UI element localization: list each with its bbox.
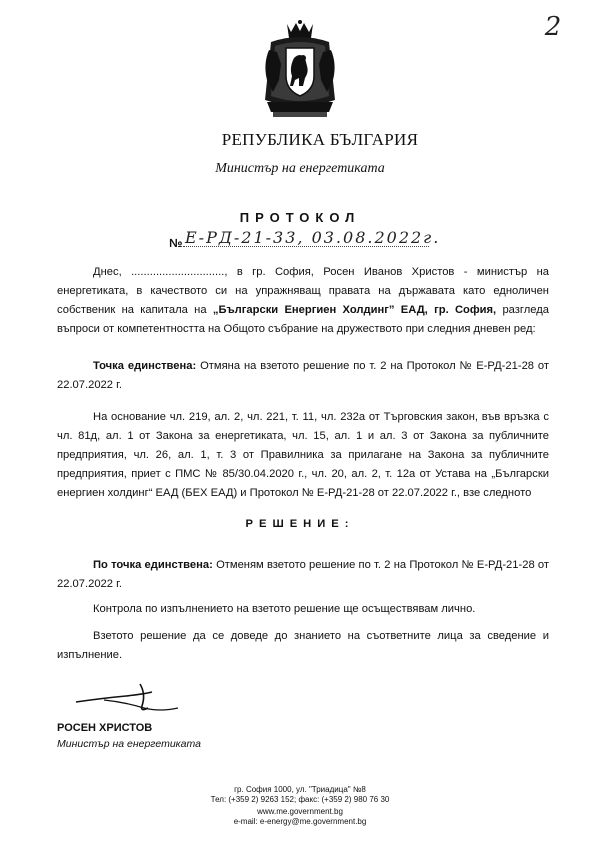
country-header: РЕПУБЛИКА БЪЛГАРИЯ	[221, 130, 419, 149]
footer-address: гр. София 1000, ул. "Триадица" №8	[234, 785, 366, 794]
footer-email: e-mail: e-energy@me.government.bg	[233, 817, 367, 826]
protocol-title: ПРОТОКОЛ	[239, 210, 361, 225]
intro-prefix: Днес,	[93, 266, 132, 278]
company-name: „Български Енергиен Холдинг” ЕАД, гр. София,	[212, 304, 497, 316]
intro-text-2: разгледа въпроси от компетентността на Общото събрание на дружеството при следния дневен ред:	[57, 304, 549, 335]
decision-label: По точка единствена:	[93, 559, 213, 571]
signature-icon	[74, 678, 184, 716]
agenda-text: Отмяна на взетото решение по т. 2 на Протокол № Е-РД-21-28 от 22.07.2022 г.	[57, 360, 549, 391]
legal-basis-paragraph: На основание чл. 219, ал. 2, чл. 221, т. 11, чл. 232а от Търговския закон, във връзка с чл. 81д, ал. 1 от Закона за енергетиката, чл. 15, ал. 1 и ал. 3 от Закона за публичните предприятия, чл. 26, ал. 1, т. 3 от Правилника за прилагане на Закона за публичните предприятия, приет с ПМС № 85/30.04.2020 г., чл. 20, ал. 2, т. 12а от Устава на „Български енергиен холдинг“ ЕАД (БЕХ ЕАД) и Протокол № Е-РД-21-28 от 22.07.2022 г., взе следното	[57, 411, 549, 499]
protocol-number	[169, 228, 441, 251]
handwritten-page-number: 2	[544, 12, 562, 42]
decision-paragraph	[57, 556, 549, 594]
number-label: №	[169, 236, 183, 250]
ministry-header: Министър на енергетиката	[215, 161, 385, 176]
control-paragraph: Контрола по изпълнението на взетото решение ще осъществявам лично.	[93, 603, 476, 615]
handwritten-protocol-number: Е-РД-21-33, 03.08.2022г.	[185, 228, 441, 247]
decision-text: Отменям взетото решение по т. 2 на Протокол № Е-РД-21-28 от 22.07.2022 г.	[57, 559, 549, 590]
footer-phone: Тел: (+359 2) 9263 152; факс: (+359 2) 980 76 30	[210, 795, 390, 804]
signatory-title: Министър на енергетиката	[57, 738, 201, 750]
intro-text-1: , в гр. София, Росен Иванов Христов - министър на енергетиката, в качеството си на упражняващ правата на държавата като едноличен собственик на капитала на	[57, 266, 549, 316]
decision-title: РЕШЕНИЕ:	[245, 518, 355, 530]
date-blank: ..............................	[131, 266, 225, 278]
intro-paragraph	[57, 263, 549, 339]
agenda-label: Точка единствена:	[93, 360, 197, 372]
footer-web: www.me.government.bg	[257, 807, 343, 816]
notify-paragraph: Взетото решение да се доведе до знанието на съответните лица за сведение и изпълнение.	[57, 630, 549, 661]
coat-of-arms-icon	[259, 20, 341, 120]
agenda-paragraph	[57, 357, 549, 395]
signatory-name: РОСЕН ХРИСТОВ	[57, 722, 153, 734]
